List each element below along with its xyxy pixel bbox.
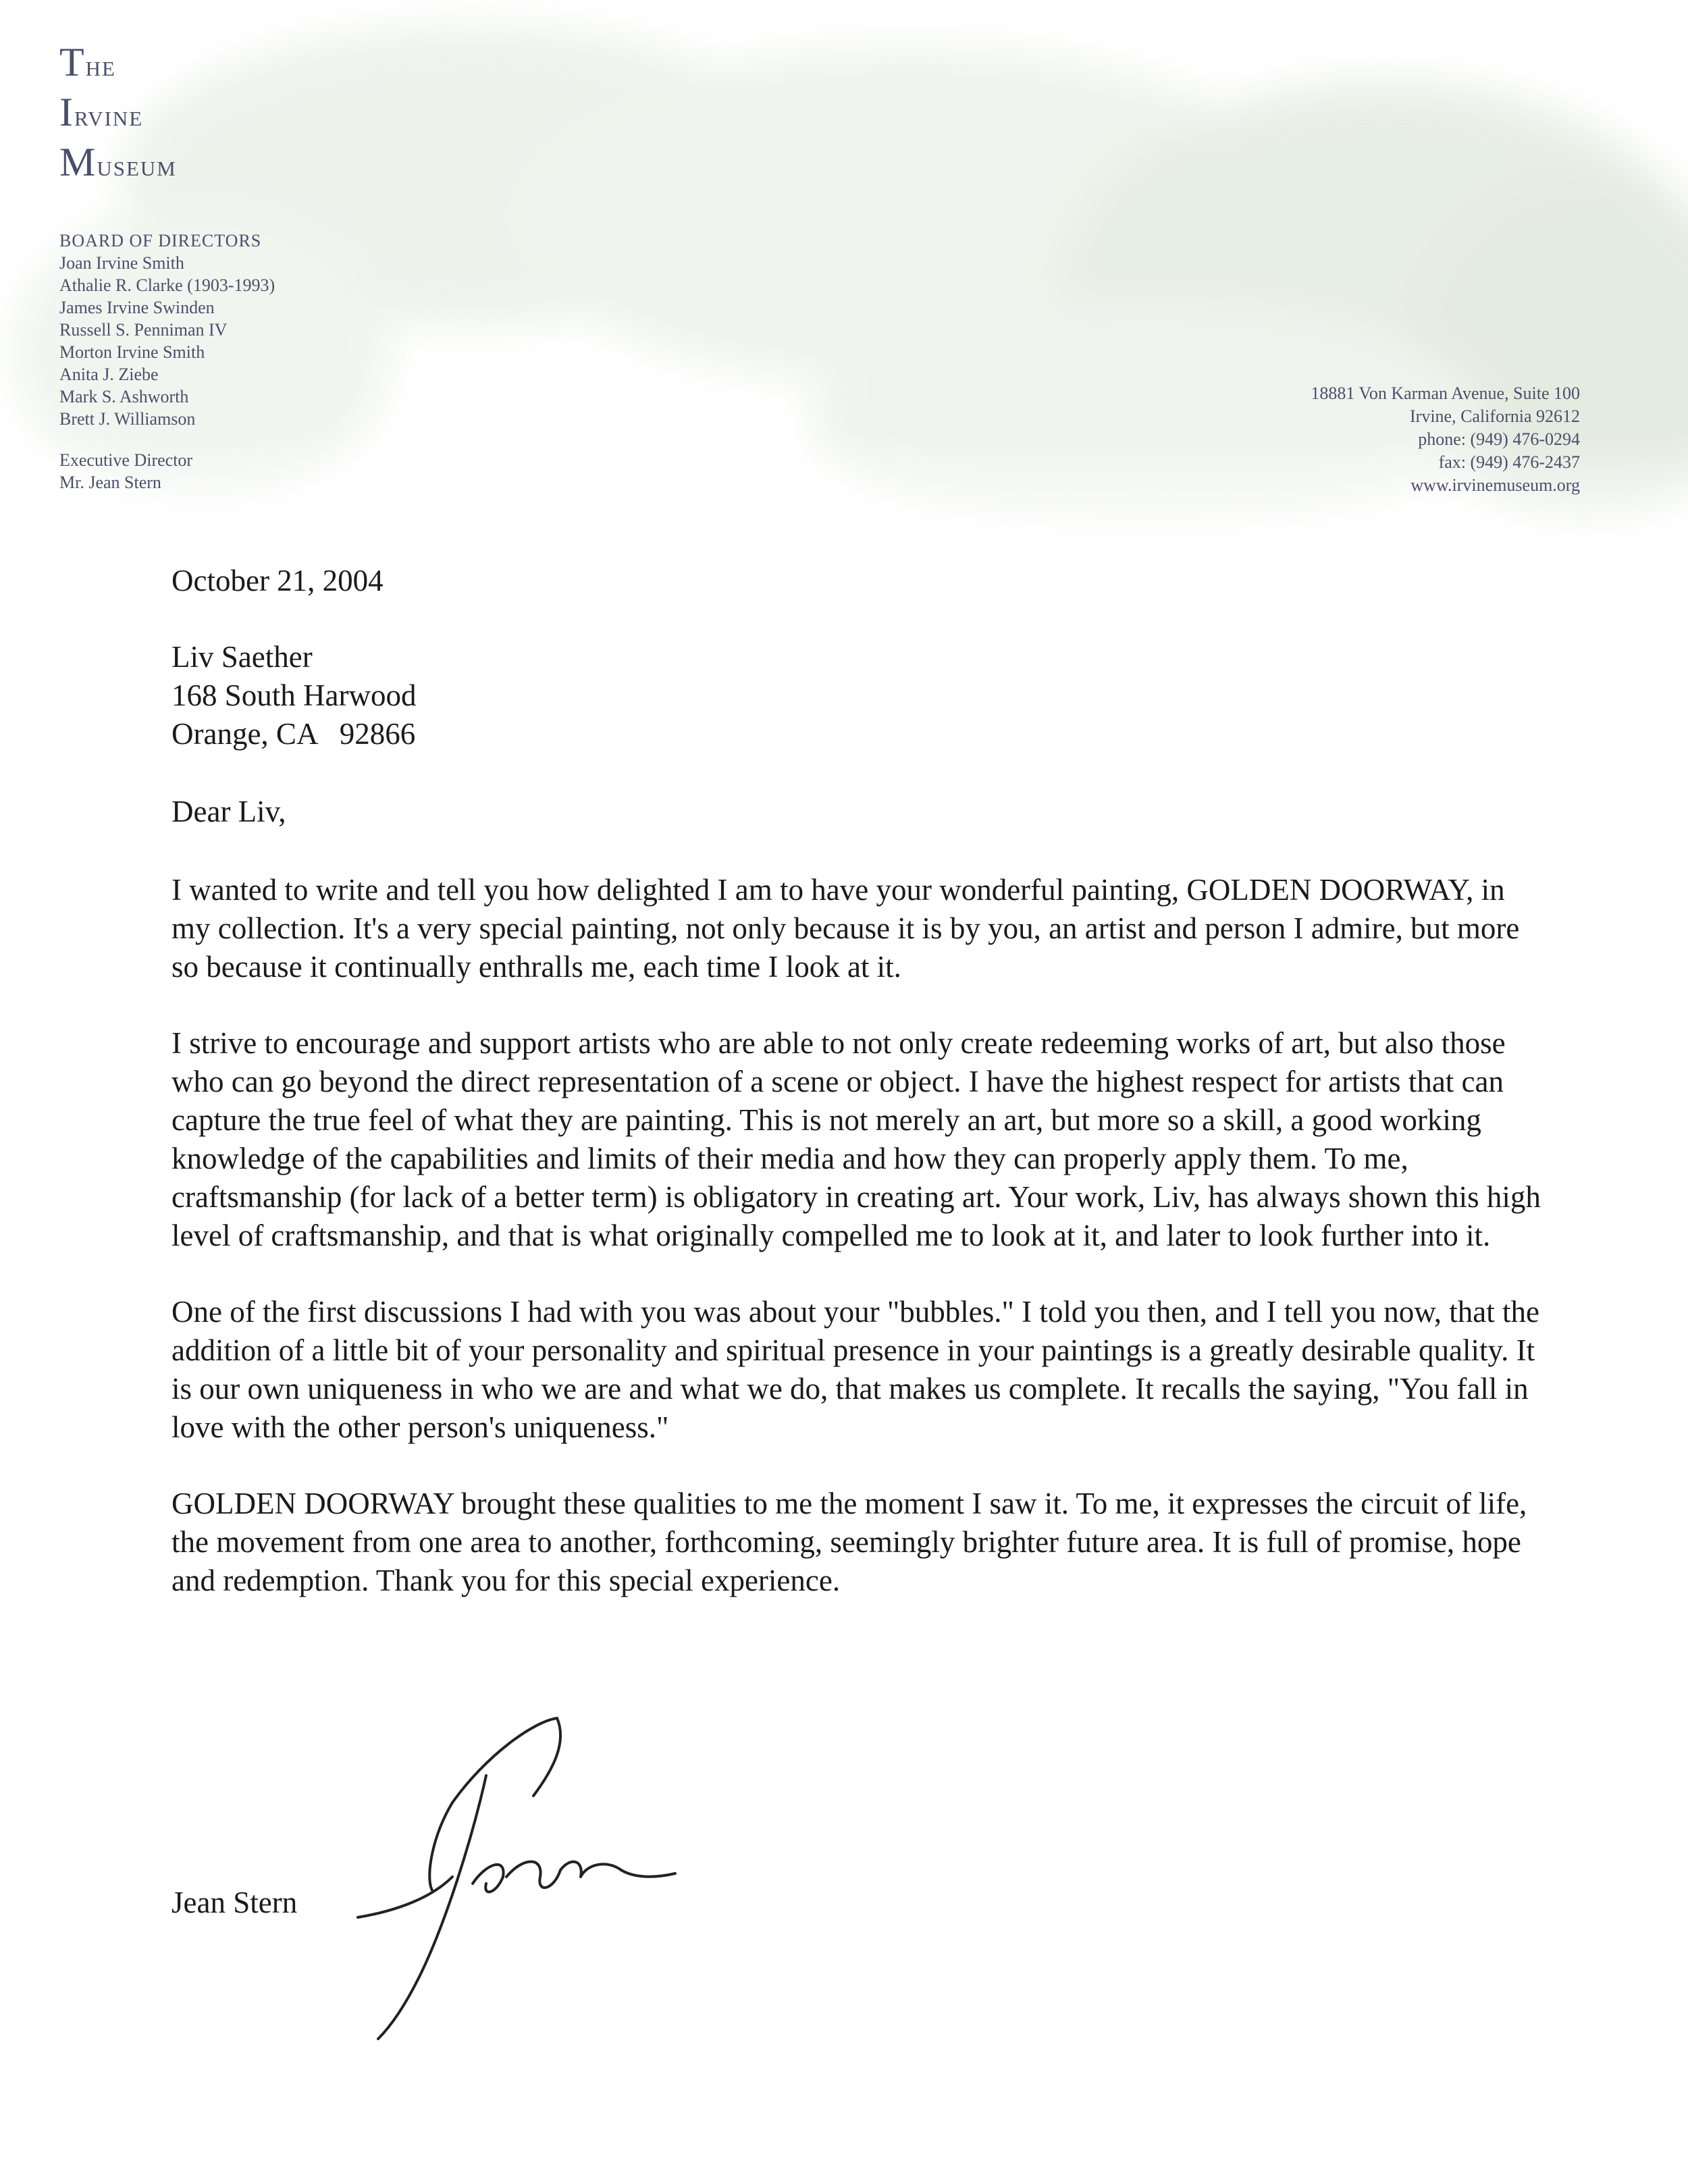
director-name: Mr. Jean Stern xyxy=(59,473,161,492)
director-title: Executive Director xyxy=(59,450,193,470)
museum-logo xyxy=(59,42,177,192)
board-member: Mark S. Ashworth xyxy=(59,387,189,406)
board-heading: BOARD OF DIRECTORS xyxy=(59,231,262,250)
board-member: James Irvine Swinden xyxy=(59,298,215,317)
logo-line-irvine: Irvine xyxy=(59,90,144,134)
board-member: Joan Irvine Smith xyxy=(59,253,184,273)
board-member: Anita J. Ziebe xyxy=(59,365,159,384)
recipient-city: Orange, CA 92866 xyxy=(172,717,416,751)
signoff-name: Jean Stern xyxy=(172,1886,298,1919)
recipient-name: Liv Saether xyxy=(172,640,313,674)
spacer xyxy=(59,430,275,449)
recipient-street: 168 South Harwood xyxy=(172,678,417,712)
address-street: 18881 Von Karman Avenue, Suite 100 xyxy=(1311,383,1580,403)
recipient-address xyxy=(172,638,1549,753)
salutation: Dear Liv, xyxy=(172,795,286,828)
address-website: www.irvinemuseum.org xyxy=(1410,475,1580,495)
address-fax: fax: (949) 476-2437 xyxy=(1438,452,1580,472)
paragraph: GOLDEN DOORWAY brought these qualities to me the moment I saw it. To me, it expresses the circuit of life, the movement from one area to another, forthcoming, seemingly brighter future area. It is full of promise, hope and redemption. Thank you for this special experience. xyxy=(172,1487,1527,1597)
paragraph: I wanted to write and tell you how delighted I am to have your wonderful painting, GOLDEN DOORWAY, in my collection. It's a very special painting, not only because it is by you, an artist and person I admire, but more so because it continually enthralls me, each time I look at it. xyxy=(172,873,1520,984)
paragraph: One of the first discussions I had with you was about your "bubbles." I told you then, and I tell you now, that the addition of a little bit of your personality and spiritual presence in your paintings is a greatly desirable quality. It is our own uniqueness in who we are and what we do, that makes us complete. It recalls the saying, "You fall in love with the other person's uniqueness." xyxy=(172,1295,1540,1444)
address-phone: phone: (949) 476-0294 xyxy=(1418,429,1580,449)
board-member: Brett J. Williamson xyxy=(59,409,196,429)
address-city: Irvine, California 92612 xyxy=(1410,406,1580,426)
letter-date: October 21, 2004 xyxy=(172,564,384,597)
logo-line-museum: Museum xyxy=(59,140,177,184)
museum-address xyxy=(1311,382,1580,497)
board-member: Russell S. Penniman IV xyxy=(59,320,228,340)
board-member: Athalie R. Clarke (1903-1993) xyxy=(59,275,275,295)
handwritten-signature xyxy=(351,1701,729,2052)
letter-body xyxy=(172,871,1549,1638)
paragraph: I strive to encourage and support artists who are able to not only create redeeming works of art, but also those who can go beyond the direct representation of a scene or object. I have the highest respect for artists that can capture the true feel of what they are painting. This is not merely an art, but more so a skill, a good working knowledge of the capabilities and limits of their media and how they can properly apply them. To me, craftsmanship (for lack of a better term) is obligatory in creating art. Your work, Liv, has always shown this high level of craftsmanship, and that is what originally compelled me to look at it, and later to look further into it. xyxy=(172,1026,1541,1252)
board-member: Morton Irvine Smith xyxy=(59,342,205,362)
logo-line-the: The xyxy=(59,40,116,84)
board-of-directors xyxy=(59,230,275,494)
